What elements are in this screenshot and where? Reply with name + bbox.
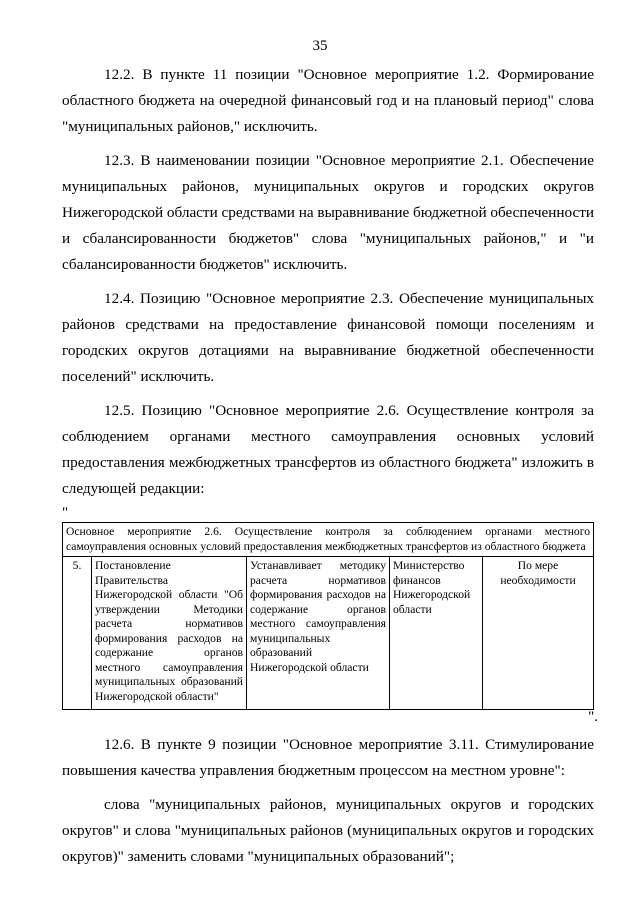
positions-table bbox=[62, 522, 594, 710]
paragraph-12-4: 12.4. Позицию "Основное мероприятие 2.3. Обеспечение муниципальных районов средствами на предоставление финансовой помощи поселениям и городских округов дотациями на выравнивание бюджетной обеспеченности поселений" исключить. bbox=[62, 290, 594, 385]
opening-quote: " bbox=[62, 505, 69, 521]
row-description-cell: Устанавливает методику расчета нормативов формирования расходов на содержание органов местного самоуправления муниципальных образований Нижегородской области bbox=[247, 557, 390, 710]
paragraph-12-2: 12.2. В пункте 11 позиции "Основное мероприятие 1.2. Формирование областного бюджета на очередной финансовый год и на плановый период" слова "муниципальных районов," исключить. bbox=[62, 66, 594, 135]
table-header-row bbox=[63, 523, 594, 557]
paragraph-words-replacement: слова "муниципальных районов, муниципальных округов и городских округов" и слова "муниципальных районов (муниципальных округов и городских округов)" заменить словами "муниципальных образований"; bbox=[62, 796, 594, 865]
paragraph-12-3: 12.3. В наименовании позиции "Основное мероприятие 2.1. Обеспечение муниципальных районов, муниципальных округов и городских округов Нижегородской области средствами на выравнивание бюджетной обеспеченности и сбалансированности бюджетов" слова "муниципальных районов," и "и сбалансированности бюджетов" исключить. bbox=[62, 152, 594, 273]
paragraph-12-5: 12.5. Позицию "Основное мероприятие 2.6. Осуществление контроля за соблюдением органами местного самоуправления основных условий предоставления межбюджетных трансфертов из областного бюджета" изложить в следующей редакции: bbox=[62, 402, 594, 497]
closing-quote: ". bbox=[588, 709, 598, 725]
row-document-cell: Постановление Правительства Нижегородской области "Об утверждении Методики расчета нормативов формирования расходов на содержание органов местного самоуправления муниципальных образований Нижегородской области" bbox=[92, 557, 247, 710]
paragraph-12-6: 12.6. В пункте 9 позиции "Основное мероприятие 3.11. Стимулирование повышения качества управления бюджетным процессом на местном уровне": bbox=[62, 736, 594, 779]
table-row bbox=[63, 557, 594, 710]
row-term-cell: По мере необходимости bbox=[483, 557, 594, 710]
row-executor-cell: Министерство финансов Нижегородской области bbox=[390, 557, 483, 710]
document-body bbox=[62, 62, 598, 878]
page-number: 35 bbox=[312, 38, 328, 54]
table-header-cell: Основное мероприятие 2.6. Осуществление контроля за соблюдением органами местного самоуправления основных условий предоставления межбюджетных трансфертов из областного бюджета bbox=[63, 523, 594, 557]
row-number-cell: 5. bbox=[63, 557, 92, 710]
